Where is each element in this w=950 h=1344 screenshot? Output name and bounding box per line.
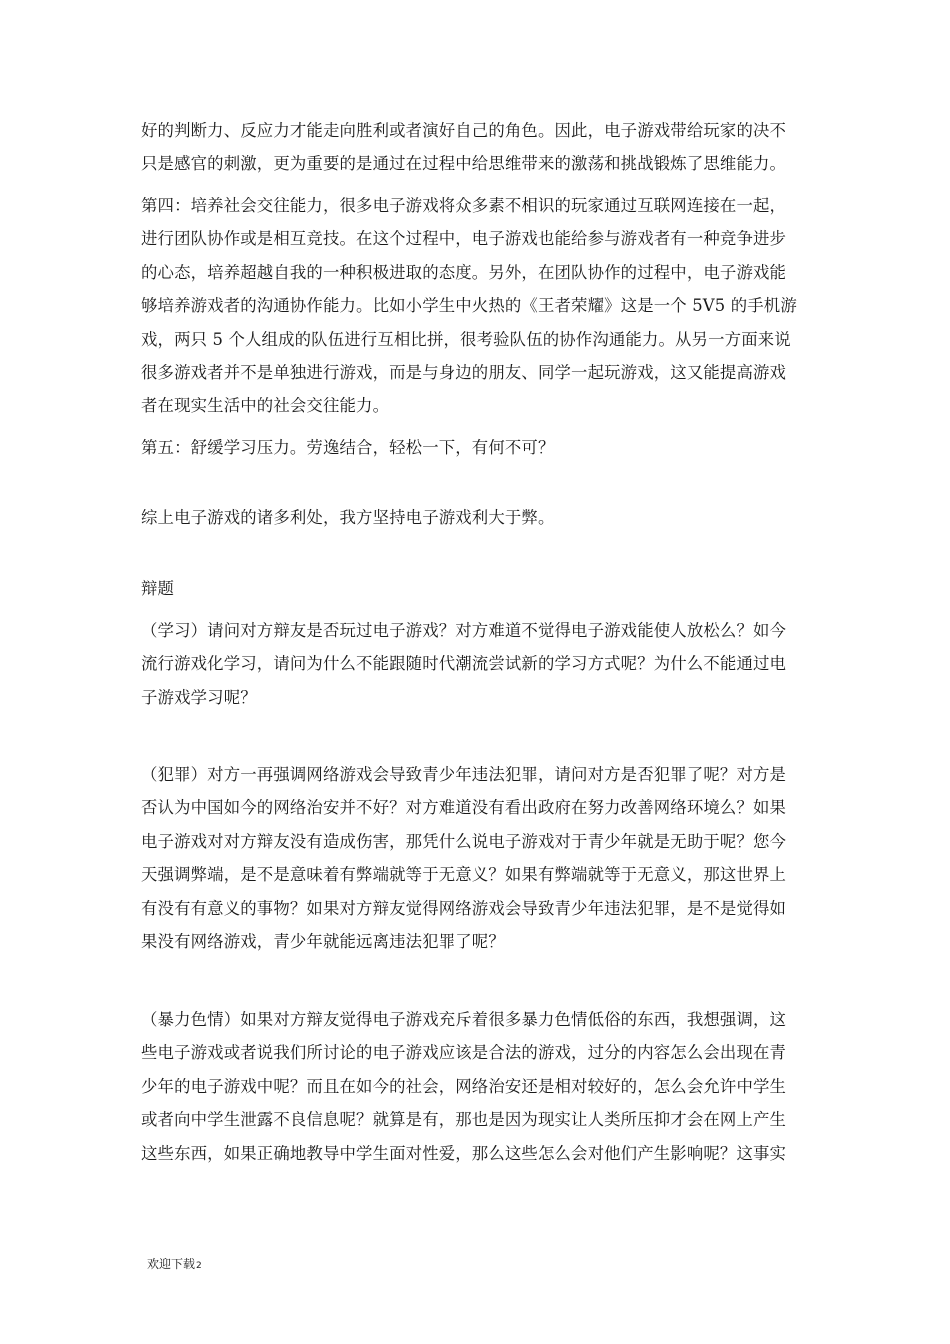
text-line: 者在现实生活中的社会交往能力。 — [141, 396, 390, 415]
text-line: 只是感官的刺激，更为重要的是通过在过程中给思维带来的激荡和挑战锻炼了思维能力。 — [141, 154, 787, 173]
text-line: 有没有有意义的事物？如果对方辩友觉得网络游戏会导致青少年违法犯罪，是不是觉得如 — [141, 899, 787, 918]
page-number: 2 — [196, 1261, 202, 1271]
text-line: 第五：舒缓学习压力。劳逸结合，轻松一下，有何不可？ — [141, 438, 555, 457]
text-line: 进行团队协作或是相互竞技。在这个过程中，电子游戏也能给参与游戏者有一种竞争进步 — [141, 229, 787, 248]
text-line: 少年的电子游戏中呢？而且在如今的社会，网络治安还是相对较好的，怎么会允许中学生 — [141, 1077, 787, 1096]
text-line: 果没有网络游戏，青少年就能远离违法犯罪了呢？ — [141, 932, 505, 951]
text-line: （暴力色情）如果对方辩友觉得电子游戏充斥着很多暴力色情低俗的东西，我想强调，这 — [141, 1010, 787, 1029]
text-line: 这些东西，如果正确地教导中学生面对性爱，那么这些怎么会对他们产生影响呢？这事实 — [141, 1144, 787, 1163]
text-line: 戏，两只 5 个人组成的队伍进行互相比拼，很考验队伍的协作沟通能力。从另一方面来说 — [141, 330, 791, 349]
text-line: 或者向中学生泄露不良信息呢？就算是有，那也是因为现实让人类所压抑才会在网上产生 — [141, 1110, 787, 1129]
footer-text: 欢迎下载 — [147, 1257, 196, 1271]
text-line: 综上电子游戏的诸多利处，我方坚持电子游戏利大于弊。 — [141, 508, 555, 527]
text-line: 电子游戏对对方辩友没有造成伤害，那凭什么说电子游戏对于青少年就是无助于呢？您今 — [141, 832, 787, 851]
text-line: 否认为中国如今的网络治安并不好？对方难道没有看出政府在努力改善网络环境么？如果 — [141, 798, 787, 817]
text-line: 天强调弊端，是不是意味着有弊端就等于无意义？如果有弊端就等于无意义，那这世界上 — [141, 865, 787, 884]
text-line: 够培养游戏者的沟通协作能力。比如小学生中火热的《王者荣耀》这是一个 5V5 的手机游 — [141, 296, 797, 315]
text-line: 很多游戏者并不是单独进行游戏，而是与身边的朋友、同学一起玩游戏，这又能提高游戏 — [141, 363, 787, 382]
text-line: 流行游戏化学习，请问为什么不能跟随时代潮流尝试新的学习方式呢？为什么不能通过电 — [141, 654, 787, 673]
text-line: （学习）请问对方辩友是否玩过电子游戏？对方难道不觉得电子游戏能使人放松么？如今 — [141, 621, 787, 640]
text-line: 子游戏学习呢？ — [141, 688, 257, 707]
page-footer — [147, 1256, 202, 1274]
text-line: 的心态，培养超越自我的一种积极进取的态度。另外，在团队协作的过程中，电子游戏能 — [141, 263, 787, 282]
text-line: 好的判断力、反应力才能走向胜利或者演好自己的角色。因此，电子游戏带给玩家的决不 — [141, 121, 787, 140]
section-heading: 辩题 — [141, 579, 175, 598]
text-line: 些电子游戏或者说我们所讨论的电子游戏应该是合法的游戏，过分的内容怎么会出现在青 — [141, 1043, 787, 1062]
text-line: 第四：培养社会交往能力，很多电子游戏将众多素不相识的玩家通过互联网连接在一起， — [141, 196, 787, 215]
text-line: （犯罪）对方一再强调网络游戏会导致青少年违法犯罪，请问对方是否犯罪了呢？对方是 — [141, 765, 787, 784]
